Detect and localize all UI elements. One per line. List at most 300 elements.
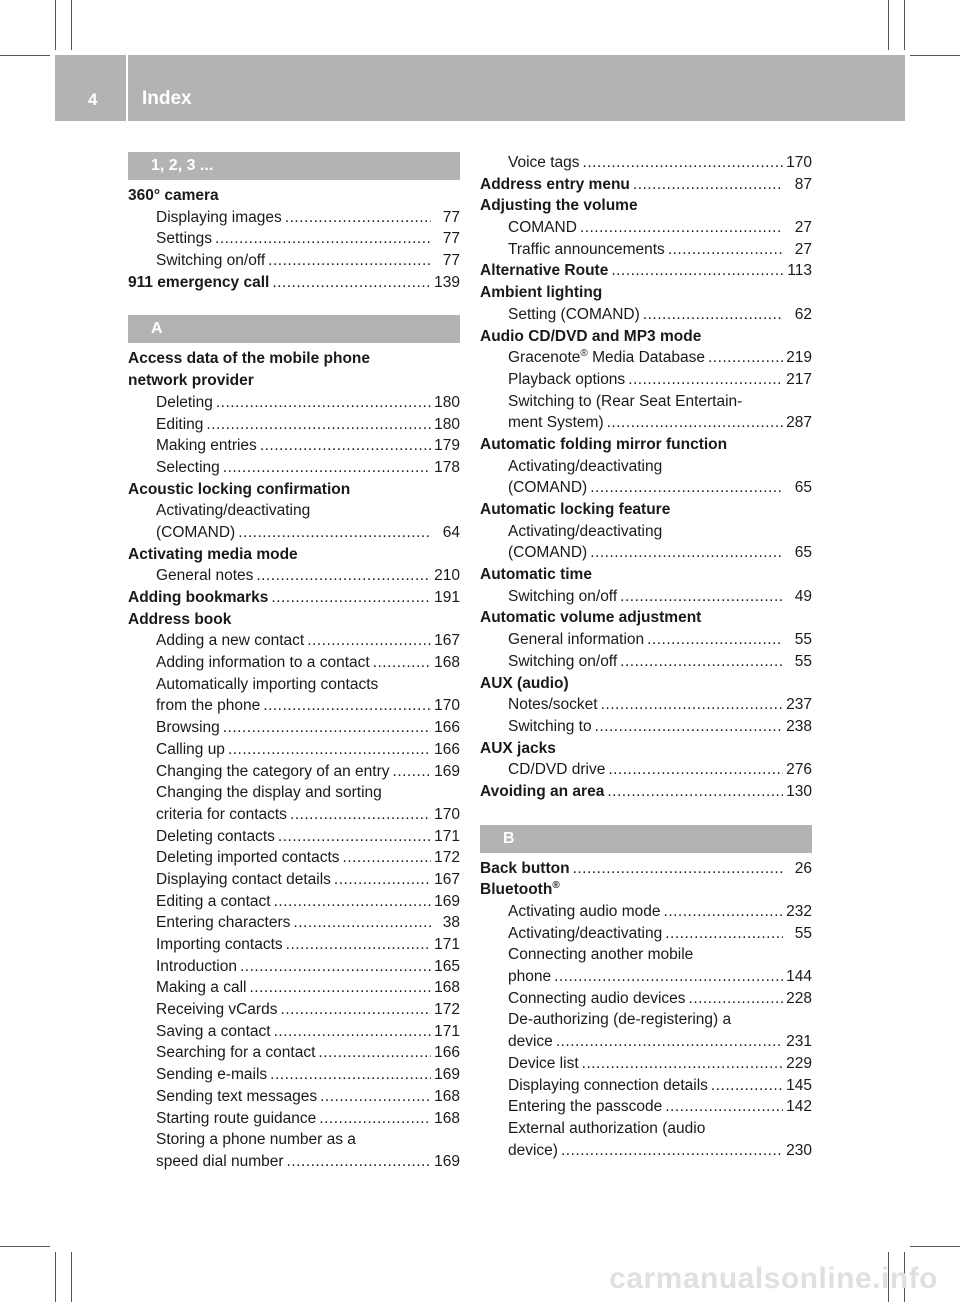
entry-text <box>156 435 257 457</box>
entry-label: De-authorizing (de-registering) a <box>508 1011 732 1029</box>
index-sub-entry <box>480 629 812 651</box>
entry-text <box>508 629 644 651</box>
index-sub-entry <box>480 217 812 239</box>
entry-text <box>508 759 605 781</box>
entry-label: Activating/deactivating <box>156 502 311 520</box>
entry-label: Deleting imported contacts <box>156 849 340 867</box>
entry-text <box>508 1096 662 1118</box>
entry-text <box>156 228 212 250</box>
entry-label: General information <box>508 631 645 649</box>
dot-leader <box>590 542 783 564</box>
entry-text <box>128 479 350 501</box>
page-reference[interactable]: 62 <box>794 305 812 323</box>
index-sub-entry <box>128 847 460 869</box>
index-sub-entry <box>128 826 460 848</box>
page-reference[interactable]: 178 <box>434 458 460 476</box>
index-sub-entry <box>128 1129 460 1151</box>
page-reference[interactable]: 172 <box>434 1001 460 1019</box>
entry-label: Address book <box>128 610 232 628</box>
entry-text <box>156 1042 315 1064</box>
entry-text <box>156 934 283 956</box>
page-reference[interactable]: 179 <box>434 437 460 455</box>
index-sub-entry <box>480 988 812 1010</box>
index-sub-entry <box>480 1096 812 1118</box>
entry-text <box>508 521 662 543</box>
page-reference[interactable]: 170 <box>434 805 460 823</box>
entry-text <box>508 412 604 434</box>
page-reference[interactable]: 145 <box>786 1076 812 1094</box>
index-sub-entry <box>128 739 460 761</box>
page-reference[interactable]: 169 <box>434 762 460 780</box>
entry-text <box>508 716 592 738</box>
index-sub-entry <box>480 716 812 738</box>
page-reference[interactable]: 170 <box>434 697 460 715</box>
entry-label: network provider <box>128 372 254 390</box>
entry-label: General notes <box>156 567 254 585</box>
page-reference[interactable]: 165 <box>434 957 460 975</box>
dot-leader <box>561 1140 783 1162</box>
page-number: 4 <box>88 90 98 109</box>
dot-leader <box>665 923 783 945</box>
entry-label: COMAND <box>508 219 577 237</box>
entry-text <box>156 674 378 696</box>
index-main-entry <box>480 858 812 880</box>
entry-text <box>508 988 686 1010</box>
index-sub-entry <box>128 804 460 826</box>
index-letter-heading: A <box>128 315 460 343</box>
index-sub-entry <box>480 694 812 716</box>
page-reference[interactable]: 171 <box>434 1022 460 1040</box>
index-main-entry <box>480 282 812 304</box>
page-reference[interactable]: 142 <box>786 1098 812 1116</box>
dot-leader <box>580 217 783 239</box>
index-sub-entry <box>128 891 460 913</box>
entry-label: Making entries <box>156 437 257 455</box>
entry-text <box>128 348 370 370</box>
page-reference[interactable]: 55 <box>794 924 812 942</box>
page-reference[interactable]: 169 <box>434 1066 460 1084</box>
entry-label: Alternative Route <box>480 262 609 280</box>
entry-label: Activating media mode <box>128 545 298 563</box>
index-sub-entry <box>128 869 460 891</box>
page-reference[interactable]: 169 <box>434 1152 460 1170</box>
index-main-entry <box>128 479 460 501</box>
page-reference[interactable]: 168 <box>434 1109 460 1127</box>
index-sub-entry <box>128 652 460 674</box>
page-reference[interactable]: 26 <box>794 859 812 877</box>
dot-leader <box>601 694 783 716</box>
entry-label: Importing contacts <box>156 936 283 953</box>
entry-text <box>156 1021 271 1043</box>
entry-text <box>156 392 213 414</box>
dot-leader <box>664 901 783 923</box>
entry-text <box>480 434 727 456</box>
index-sub-entry <box>480 521 812 543</box>
entry-text <box>156 1151 284 1173</box>
dot-leader <box>643 304 783 326</box>
page-reference[interactable]: 87 <box>794 175 812 193</box>
dot-leader <box>271 587 431 609</box>
dot-leader <box>240 956 431 978</box>
dot-leader <box>280 999 431 1021</box>
index-main-entry <box>128 370 460 392</box>
index-sub-entry <box>480 391 812 413</box>
registered-mark: ® <box>552 880 560 892</box>
dot-leader <box>665 1096 783 1118</box>
entry-text <box>156 956 237 978</box>
entry-label: Back button <box>480 859 570 877</box>
entry-label: Searching for a contact <box>156 1044 316 1062</box>
page-reference[interactable]: 210 <box>434 567 460 585</box>
entry-text <box>508 1118 705 1140</box>
dot-leader <box>689 988 783 1010</box>
entry-text <box>128 609 231 631</box>
entry-label: Activating audio mode <box>508 903 661 920</box>
page-reference[interactable]: 231 <box>786 1033 812 1051</box>
page-reference[interactable]: 64 <box>442 523 460 541</box>
entry-text <box>156 999 277 1021</box>
dot-leader <box>274 1021 431 1043</box>
page-reference[interactable]: 166 <box>434 1044 460 1062</box>
dot-leader <box>270 1064 431 1086</box>
entry-label: Notes/socket <box>508 696 598 714</box>
page-reference[interactable]: 113 <box>787 262 812 280</box>
index-sub-entry <box>128 782 460 804</box>
index-main-entry <box>480 738 812 760</box>
entry-label: Introduction <box>156 957 237 975</box>
page-reference[interactable]: 167 <box>434 632 460 650</box>
crop-mark <box>910 55 960 56</box>
entry-label: Settings <box>156 230 213 248</box>
dot-leader <box>556 1031 783 1053</box>
entry-label: Voice tags <box>508 154 580 171</box>
entry-label: phone <box>508 968 552 986</box>
entry-text <box>508 586 617 608</box>
crop-mark <box>55 0 56 50</box>
page-reference[interactable]: 166 <box>434 719 460 737</box>
entry-text <box>480 858 570 880</box>
page-reference[interactable]: 139 <box>434 273 460 291</box>
crop-mark <box>0 1246 50 1247</box>
entry-text <box>508 923 662 945</box>
page-reference[interactable]: 180 <box>434 415 460 433</box>
entry-text <box>508 1075 708 1097</box>
dot-leader <box>708 347 783 369</box>
index-main-entry <box>128 348 460 370</box>
dot-leader <box>590 477 783 499</box>
page-reference[interactable]: 168 <box>434 979 460 997</box>
entry-label: Displaying contact details <box>156 870 331 888</box>
dot-leader <box>290 804 431 826</box>
entry-text <box>156 250 265 272</box>
entry-text <box>156 565 253 587</box>
index-main-entry <box>480 564 812 586</box>
entry-text <box>508 391 742 413</box>
dot-leader <box>320 1086 431 1108</box>
page-reference[interactable]: 77 <box>442 230 460 248</box>
entry-label: Deleting contacts <box>156 827 275 845</box>
entry-label-continued: Media Database <box>587 349 705 367</box>
entry-text <box>508 239 665 261</box>
dot-leader <box>334 869 431 891</box>
entry-text <box>156 739 225 761</box>
index-sub-entry <box>480 1140 812 1162</box>
index-sub-entry <box>128 1021 460 1043</box>
page-reference[interactable]: 168 <box>434 1087 460 1105</box>
index-sub-entry <box>128 392 460 414</box>
index-sub-entry <box>128 695 460 717</box>
page-reference[interactable]: 27 <box>794 240 812 258</box>
index-sub-entry <box>128 1151 460 1173</box>
entry-label: Address entry menu <box>480 175 630 193</box>
page-reference[interactable]: 228 <box>786 989 812 1007</box>
page-reference[interactable]: 172 <box>434 849 460 867</box>
page-reference[interactable]: 219 <box>786 349 812 367</box>
entry-label: device) <box>508 1141 558 1159</box>
dot-leader <box>582 1053 783 1075</box>
entry-label: Sending text messages <box>156 1087 318 1105</box>
entry-text <box>156 500 310 522</box>
index-sub-entry <box>480 412 812 434</box>
entry-text <box>508 1031 553 1053</box>
entry-label: (COMAND) <box>508 479 588 497</box>
entry-label: Switching to (Rear Seat Entertain- <box>508 392 743 410</box>
entry-text <box>480 282 602 304</box>
entry-label: Activating/deactivating <box>508 924 663 942</box>
entry-label: Automatic volume adjustment <box>480 609 702 627</box>
dot-leader <box>620 651 783 673</box>
page-reference[interactable]: 171 <box>434 936 460 953</box>
dot-leader <box>583 152 783 174</box>
dot-leader <box>278 826 431 848</box>
entry-label: Adjusting the volume <box>480 197 638 215</box>
entry-label: Connecting another mobile <box>508 946 694 964</box>
entry-label: ment System) <box>508 414 604 432</box>
index-sub-entry <box>128 1108 460 1130</box>
index-main-entry <box>480 174 812 196</box>
page-reference[interactable]: 169 <box>434 892 460 910</box>
watermark: carmanualsonline.info <box>609 1262 938 1295</box>
entry-label: Gracenote <box>508 349 581 367</box>
entry-label: speed dial number <box>156 1152 284 1170</box>
index-sub-entry <box>128 717 460 739</box>
entry-text <box>508 456 662 478</box>
entry-text <box>508 966 551 988</box>
entry-text <box>156 761 390 783</box>
page-reference[interactable]: 238 <box>786 717 812 735</box>
entry-label: Sending e-mails <box>156 1066 268 1084</box>
index-sub-entry <box>128 761 460 783</box>
entry-text <box>480 607 701 629</box>
entry-label: Acoustic locking confirmation <box>128 480 351 498</box>
page-reference[interactable]: 77 <box>442 208 460 226</box>
entry-label: Displaying images <box>156 208 282 226</box>
dot-leader <box>373 652 431 674</box>
entry-label: Playback options <box>508 370 626 388</box>
entry-label: Activating/deactivating <box>508 522 663 540</box>
dot-leader <box>607 781 783 803</box>
entry-label: Selecting <box>156 458 220 476</box>
registered-mark: ® <box>580 348 588 360</box>
index-main-entry <box>128 272 460 294</box>
dot-leader <box>319 1108 431 1130</box>
entry-text <box>156 977 246 999</box>
index-sub-entry <box>480 923 812 945</box>
page-reference[interactable]: 144 <box>786 968 812 986</box>
index-sub-entry <box>480 966 812 988</box>
entry-label: Switching on/off <box>508 587 618 605</box>
entry-label: Automatically importing contacts <box>156 675 379 693</box>
index-sub-entry <box>480 651 812 673</box>
page-reference[interactable]: 166 <box>434 740 460 758</box>
entry-text <box>480 564 592 586</box>
entry-label: Activating/deactivating <box>508 457 663 475</box>
dot-leader <box>573 858 783 880</box>
entry-label: Automatic locking feature <box>480 501 671 518</box>
entry-label: criteria for contacts <box>156 805 287 823</box>
crop-mark <box>904 0 905 50</box>
index-sub-entry <box>480 477 812 499</box>
entry-text <box>480 781 604 803</box>
entry-label: Switching to <box>508 717 592 735</box>
index-main-entry <box>480 434 812 456</box>
page-reference[interactable]: 65 <box>794 479 812 497</box>
dot-leader <box>343 847 431 869</box>
dot-leader <box>393 761 431 783</box>
entry-text <box>156 1064 267 1086</box>
entry-text <box>156 1129 356 1151</box>
page-reference[interactable]: 230 <box>786 1141 812 1159</box>
entry-text <box>480 673 569 695</box>
entry-label: Connecting audio devices <box>508 989 686 1007</box>
crop-mark <box>71 1252 72 1302</box>
entry-text <box>156 457 220 479</box>
entry-label: Storing a phone number as a <box>156 1131 356 1149</box>
index-sub-entry <box>128 999 460 1021</box>
header-divider <box>126 55 128 121</box>
entry-label: Starting route guidance <box>156 1109 317 1127</box>
index-main-entry <box>128 544 460 566</box>
entry-text <box>156 1086 317 1108</box>
crop-mark <box>0 55 50 56</box>
page-reference[interactable]: 217 <box>786 370 812 388</box>
entry-text <box>156 804 287 826</box>
page-reference[interactable]: 55 <box>794 631 812 649</box>
entry-label: Saving a contact <box>156 1022 271 1040</box>
entry-label: Bluetooth <box>480 881 553 899</box>
index-sub-entry <box>128 1042 460 1064</box>
index-main-entry <box>480 879 812 901</box>
entry-text <box>156 826 275 848</box>
page-reference[interactable]: 287 <box>786 414 812 432</box>
entry-label: Deleting <box>156 393 213 411</box>
entry-text <box>128 370 254 392</box>
dot-leader <box>620 586 783 608</box>
page-reference[interactable]: 276 <box>786 761 812 779</box>
entry-text <box>508 369 625 391</box>
page-reference[interactable]: 77 <box>442 252 460 270</box>
index-sub-entry <box>128 522 460 544</box>
page-reference[interactable]: 27 <box>794 219 812 237</box>
entry-label: Calling up <box>156 740 225 758</box>
page-reference[interactable]: 180 <box>434 393 460 411</box>
dot-leader <box>206 414 431 436</box>
page-reference[interactable]: 232 <box>786 903 812 920</box>
entry-text <box>508 304 640 326</box>
dot-leader <box>608 759 783 781</box>
index-main-entry <box>480 260 812 282</box>
entry-label: (COMAND) <box>156 523 236 541</box>
entry-label: Traffic announcements <box>508 240 665 258</box>
page-reference[interactable]: 38 <box>442 914 460 932</box>
dot-leader <box>285 207 431 229</box>
dot-leader <box>249 977 431 999</box>
index-sub-entry <box>128 912 460 934</box>
index-sub-entry <box>480 239 812 261</box>
index-main-entry <box>128 609 460 631</box>
entry-label: AUX (audio) <box>480 674 569 692</box>
entry-text <box>508 901 661 923</box>
dot-leader <box>223 457 431 479</box>
crop-mark <box>888 0 889 50</box>
page-reference[interactable]: 168 <box>434 654 460 672</box>
page-reference[interactable]: 49 <box>794 587 812 605</box>
entry-text <box>480 879 560 901</box>
entry-label: Browsing <box>156 719 220 737</box>
dot-leader <box>595 716 783 738</box>
crop-mark <box>55 1252 56 1302</box>
dot-leader <box>307 630 431 652</box>
dot-leader <box>607 412 783 434</box>
index-column-left <box>128 152 460 1173</box>
page-reference[interactable]: 237 <box>786 696 812 714</box>
entry-label: Editing <box>156 415 204 433</box>
entry-text <box>480 738 556 760</box>
index-sub-entry <box>128 1086 460 1108</box>
entry-text <box>508 944 693 966</box>
page-reference[interactable]: 55 <box>794 652 812 670</box>
index-sub-entry <box>480 152 812 174</box>
entry-label: Entering characters <box>156 914 291 932</box>
index-sub-entry <box>480 586 812 608</box>
page-reference[interactable]: 171 <box>434 827 460 845</box>
entry-text <box>508 1009 731 1031</box>
entry-text <box>128 272 269 294</box>
entry-label: Automatic folding mirror function <box>480 435 728 453</box>
index-sub-entry <box>128 414 460 436</box>
index-sub-entry <box>480 1118 812 1140</box>
page-reference[interactable]: 167 <box>434 870 460 888</box>
page-reference[interactable]: 65 <box>794 544 812 562</box>
index-sub-entry <box>128 500 460 522</box>
entry-label: Adding a new contact <box>156 632 305 650</box>
dot-leader <box>272 272 431 294</box>
index-column-right <box>480 152 812 1161</box>
page-reference[interactable]: 170 <box>786 154 812 171</box>
entry-label: CD/DVD drive <box>508 761 606 779</box>
dot-leader <box>628 369 783 391</box>
entry-label: Changing the display and sorting <box>156 784 382 802</box>
index-sub-entry <box>128 565 460 587</box>
page-reference[interactable]: 229 <box>786 1054 812 1072</box>
entry-text <box>128 544 298 566</box>
page-reference[interactable]: 191 <box>434 589 460 606</box>
entry-text <box>128 587 268 609</box>
page-reference[interactable]: 130 <box>786 782 812 800</box>
dot-leader <box>287 1151 431 1173</box>
entry-text <box>156 912 290 934</box>
entry-label: Avoiding an area <box>480 782 605 800</box>
